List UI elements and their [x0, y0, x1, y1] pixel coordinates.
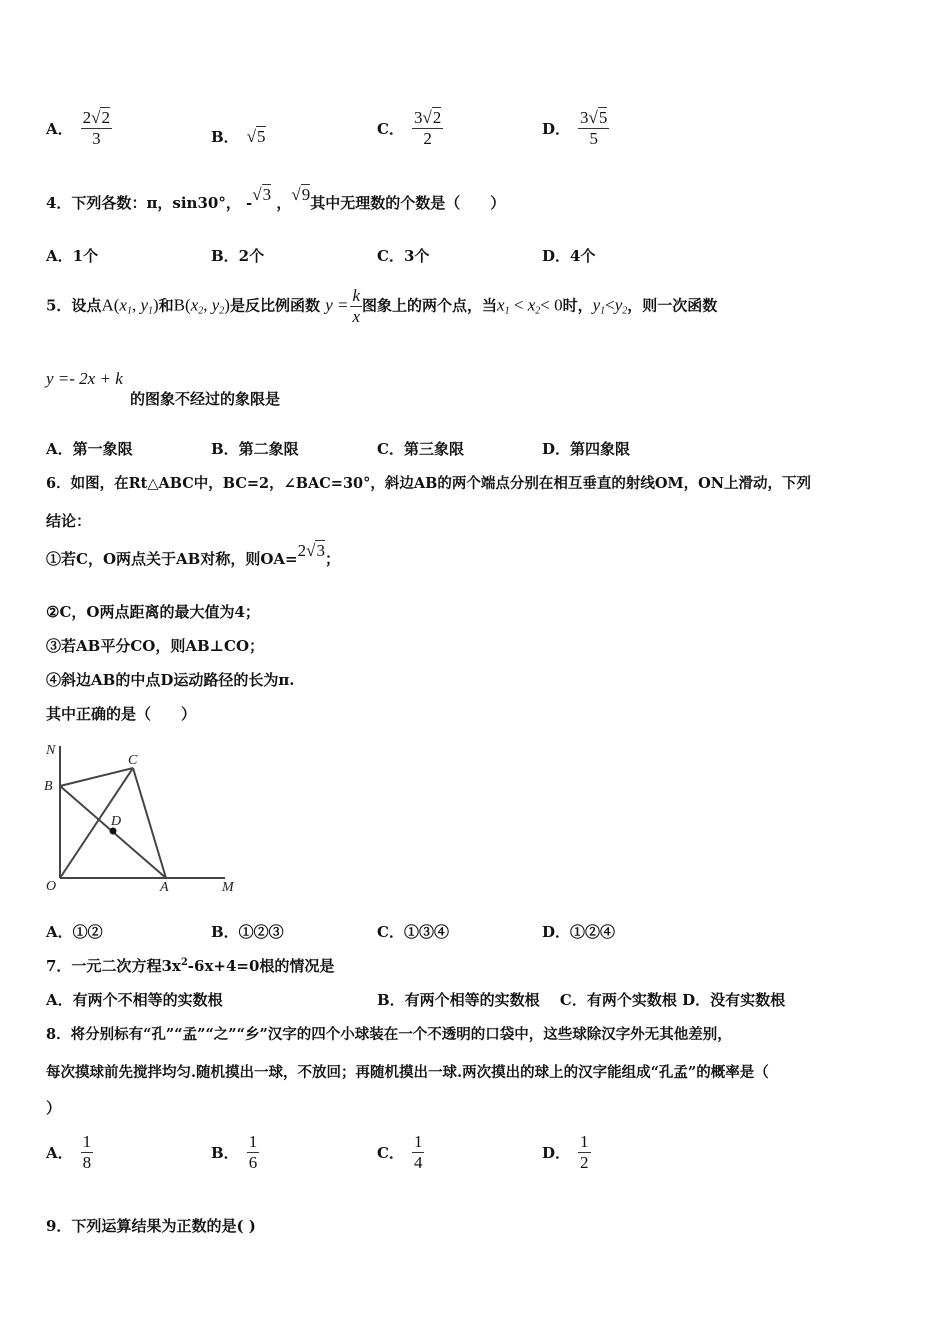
q6-option-d: D．①②④	[542, 923, 616, 941]
q6-conclusion-3: ③若AB平分CO，则AB⊥CO；	[46, 637, 265, 655]
q7-stem: 7．一元二次方程$3x^2-6x+4=0$根的情况是	[46, 957, 335, 975]
q6-option-c: C．①③④	[377, 923, 449, 941]
q5-option-c: C．第三象限	[377, 440, 464, 458]
fraction: $\frac{1}{4}$	[413, 1132, 423, 1172]
q5-option-a: A．第一象限	[46, 440, 133, 458]
q3-option-d: D． $\frac{3√5}{5}$	[542, 108, 608, 148]
q6-question: 其中正确的是（ ）	[46, 705, 197, 723]
segment-oc	[60, 768, 133, 878]
fraction: $\frac{1}{8}$	[82, 1132, 92, 1172]
q7-option-bcd: B．有两个相等的实数根 C．有两个实数根 D．没有实数根	[377, 991, 786, 1009]
q5-stem-line2: y =- 2x + k 的图象不经过的象限是	[46, 369, 280, 408]
q8-option-d: D． $\frac{1}{2}$	[542, 1132, 589, 1172]
fraction: $\frac{3√5}{5}$	[580, 108, 608, 148]
q5-stem: 5．设点$A(x_1$, $y_1$)和$B(x_2$, $y_2$)是反比例函数 y = $\frac{k}{x}$ 图象上的两个点，当$x_1 < x_2< 0$时，$y_1<y_2$，则一次函数	[46, 286, 718, 326]
q4-option-c: C．3个	[377, 247, 430, 265]
q6-conclusion-1: ①若C，O两点关于AB对称，则OA=2√3；	[46, 541, 340, 568]
fraction: $\frac{1}{2}$	[580, 1132, 589, 1172]
q4-option-a: A．1个	[46, 247, 99, 265]
label-b: B	[44, 779, 53, 794]
fraction: $\frac{3√2}{2}$	[413, 108, 442, 148]
q6-stem-line2: 结论：	[46, 512, 92, 530]
q8-option-a: A． $\frac{1}{8}$	[46, 1132, 92, 1172]
q4-option-d: D．4个	[542, 247, 596, 265]
q6-figure	[40, 738, 250, 903]
q6-option-b: B．①②③	[211, 923, 284, 941]
q6-stem-line1: 6．如图，在Rt△ABC中，BC=2，∠BAC=30°，斜边AB的两个端点分别在相互垂直的射线OM，ON上滑动，下列	[46, 475, 811, 492]
q8-stem-line2: 每次摸球前先搅拌均匀.随机摸出一球，不放回；再随机摸出一球.两次摸出的球上的汉字能组成“孔孟”的概率是（	[46, 1064, 769, 1081]
fraction: $\frac{k}{x}$	[352, 286, 361, 326]
q8-option-b: B． $\frac{1}{6}$	[211, 1132, 258, 1172]
q6-option-a: A．①②	[46, 923, 103, 941]
label-c: C	[128, 753, 138, 768]
segment-ca	[133, 768, 166, 878]
label-d: D	[111, 814, 122, 829]
q6-conclusion-2: ②C，O两点距离的最大值为4；	[46, 603, 260, 621]
label-n: N	[46, 743, 56, 758]
q3-option-c: C． $\frac{3√2}{2}$	[377, 108, 442, 148]
q7-option-a: A．有两个不相等的实数根	[46, 991, 223, 1009]
q8-option-c: C． $\frac{1}{4}$	[377, 1132, 423, 1172]
q4-option-b: B．2个	[211, 247, 265, 265]
q3-option-a: A． $\frac{2√2}{3}$	[46, 108, 110, 148]
fraction: $\frac{1}{6}$	[248, 1132, 258, 1172]
q8-stem-line1: 8．将分别标有“孔”“孟”“之”“乡”汉字的四个小球装在一个不透明的口袋中，这些球除汉字外无其他差别，	[46, 1026, 732, 1043]
label-m: M	[222, 880, 234, 895]
q8-stem-line3: ）	[46, 1099, 62, 1117]
label-a: A	[160, 880, 169, 895]
q5-option-d: D．第四象限	[542, 440, 631, 458]
label-o: O	[46, 879, 57, 894]
q6-conclusion-4: ④斜边AB的中点D运动路径的长为π.	[46, 671, 295, 689]
q4-stem: 4．下列各数：π，sin30°， -√3 ，√9其中无理数的个数是（ ）	[46, 185, 506, 212]
q5-option-b: B．第二象限	[211, 440, 299, 458]
q3-option-b: B． √5	[211, 127, 266, 146]
fraction: $\frac{2√2}{3}$	[82, 108, 110, 148]
q9-stem: 9．下列运算结果为正数的是( )	[46, 1217, 256, 1235]
